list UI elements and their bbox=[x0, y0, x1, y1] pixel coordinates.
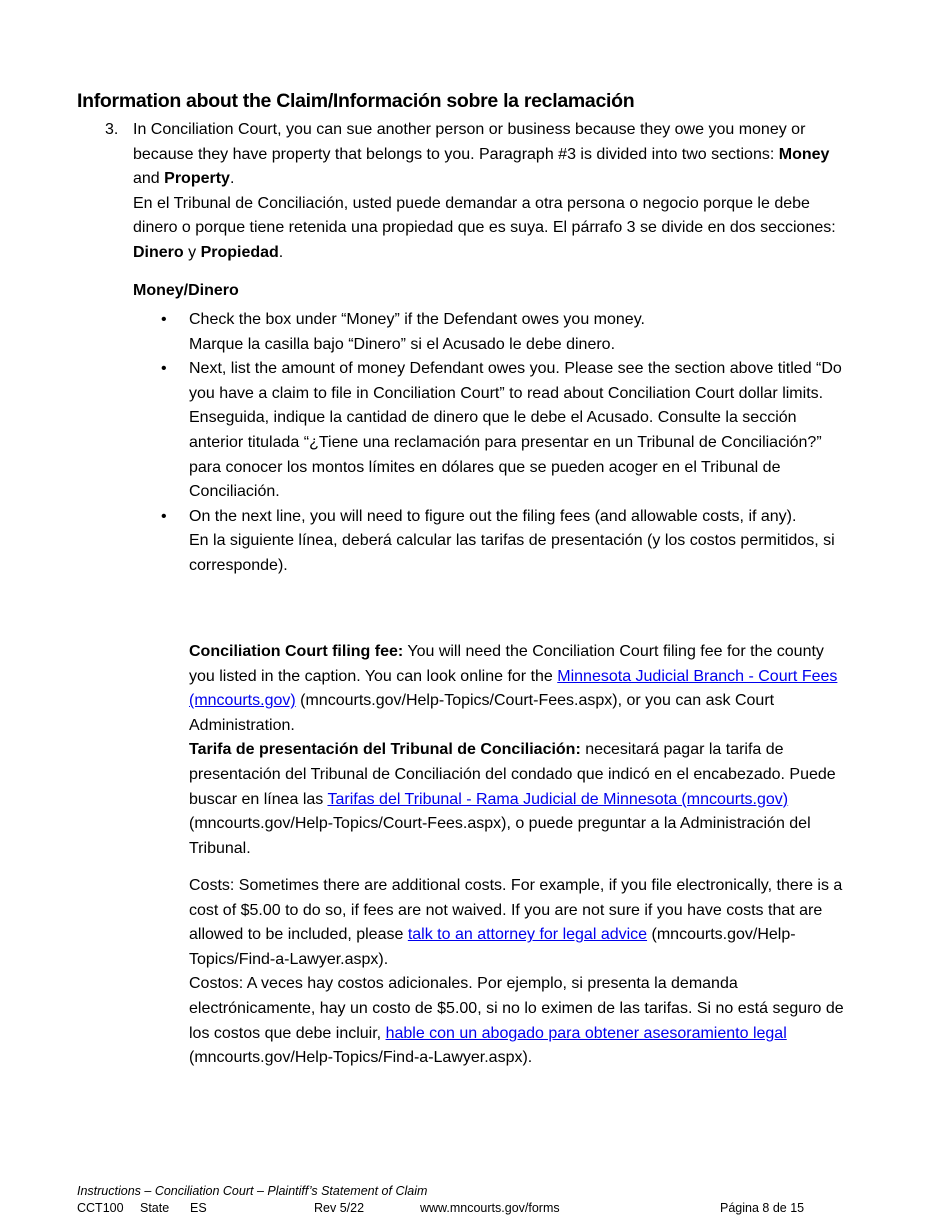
money-subheading: Money/Dinero bbox=[133, 282, 239, 299]
costs-block bbox=[189, 874, 849, 1071]
costs-english: Costs: Sometimes there are additional costs. For example, if you file electronically, there is a cost of $5.00 to do so, if fees are not waived. If you are not sure if you have costs that are allowed to be included, please talk to an attorney for legal advice (mncourts.gov/Help-Topics/Find-a-Lawyer.aspx). bbox=[189, 877, 843, 968]
footer-title: Instructions – Conciliation Court – Plaintiff’s Statement of Claim bbox=[77, 1184, 428, 1198]
abogado-link[interactable]: hable con un abogado para obtener asesoramiento legal bbox=[385, 1024, 787, 1042]
footer-meta-row bbox=[77, 1200, 877, 1217]
property-term: Property bbox=[164, 170, 230, 188]
footer-revision: Rev 5/22 bbox=[314, 1201, 365, 1215]
filing-fee-block bbox=[189, 640, 849, 861]
footer-state: State bbox=[140, 1201, 170, 1215]
bullet-icon: • bbox=[161, 507, 167, 525]
page-footer bbox=[77, 1183, 877, 1217]
dinero-term: Dinero bbox=[133, 243, 184, 261]
bullet-icon: • bbox=[161, 311, 167, 328]
section-heading: Information about the Claim/Información sobre la reclamación bbox=[77, 90, 635, 112]
list-item: • Check the box under “Money” if the Defendant owes you money. Marque la casilla bajo “Dinero” si el Acusado le debe dinero. bbox=[161, 308, 851, 357]
attorney-advice-link[interactable]: talk to an attorney for legal advice bbox=[407, 926, 648, 944]
item3-english: In Conciliation Court, you can sue another person or business because they owe you money or because they have property that belongs to you. Paragraph #3 is divided into two sections: Money and Property. bbox=[133, 121, 830, 188]
court-fees-link[interactable]: Minnesota Judicial Branch - Court Fees (mncourts.gov) bbox=[189, 667, 838, 710]
item-number: 3. bbox=[105, 121, 119, 138]
money-term: Money bbox=[778, 145, 830, 163]
footer-url: www.mncourts.gov/forms bbox=[420, 1201, 560, 1215]
list-item: • On the next line, you will need to figure out the filing fees (and allowable costs, if any). En la siguiente línea, deberá calcular las tarifas de presentación (y los costos permitidos, si corresponde). bbox=[161, 505, 851, 579]
bullet-icon: • bbox=[161, 360, 167, 378]
form-code: CCT100 bbox=[77, 1201, 124, 1215]
numbered-item-3 bbox=[105, 118, 850, 266]
filing-fee-spanish: Tarifa de presentación del Tribunal de Conciliación: necesitará pagar la tarifa de presentación del Tribunal de Conciliación del condado que indicó en el encabezado. Puede buscar en línea las Tarifas del Tribunal - Rama Judicial de Minnesota (mncourts.gov) (mncourts.gov/Help-Topics/Court-Fees.aspx), o puede preguntar a la Administración del Tribunal. bbox=[189, 741, 836, 857]
tarifas-link[interactable]: Tarifas del Tribunal - Rama Judicial de Minnesota (mncourts.gov) bbox=[327, 790, 789, 808]
list-item: • Next, list the amount of money Defendant owes you. Please see the section above titled “Do you have a claim to file in Conciliation Court” to read about Conciliation Court dollar limits. Enseguida, indique la cantidad de dinero que le debe el Acusado. Consulte la sección anterior titulada “¿Tiene una reclamación para presentar en un Tribunal de Conciliación?” para conocer los montos límites en dólares que se pueden acoger en el Tribunal de Conciliación. bbox=[161, 357, 851, 505]
money-bullet-list bbox=[161, 308, 851, 579]
item3-spanish: En el Tribunal de Conciliación, usted puede demandar a otra persona o negocio porque le debe dinero o porque tiene retenida una propiedad que es suya. El párrafo 3 se divide en dos secciones: Dinero y Propiedad. bbox=[133, 194, 836, 261]
costs-spanish: Costos: A veces hay costos adicionales. Por ejemplo, si presenta la demanda electrónicamente, hay un costo de $5.00, si no lo eximen de las tarifas. Si no está seguro de los costos que debe incluir, hable con un abogado para obtener asesoramiento legal (mncourts.gov/Help-Topics/Find-a-Lawyer.aspx). bbox=[189, 975, 844, 1067]
footer-language: ES bbox=[190, 1201, 207, 1215]
page-number: Página 8 de 15 bbox=[720, 1201, 805, 1215]
propiedad-term: Propiedad bbox=[200, 243, 279, 261]
filing-fee-english: Conciliation Court filing fee: You will need the Conciliation Court filing fee for the county you listed in the caption. You can look online for the Minnesota Judicial Branch - Court Fees (mncourts.gov) (mncourts.gov/Help-Topics/Court-Fees.aspx), or you can ask Court Administration. bbox=[189, 643, 838, 734]
